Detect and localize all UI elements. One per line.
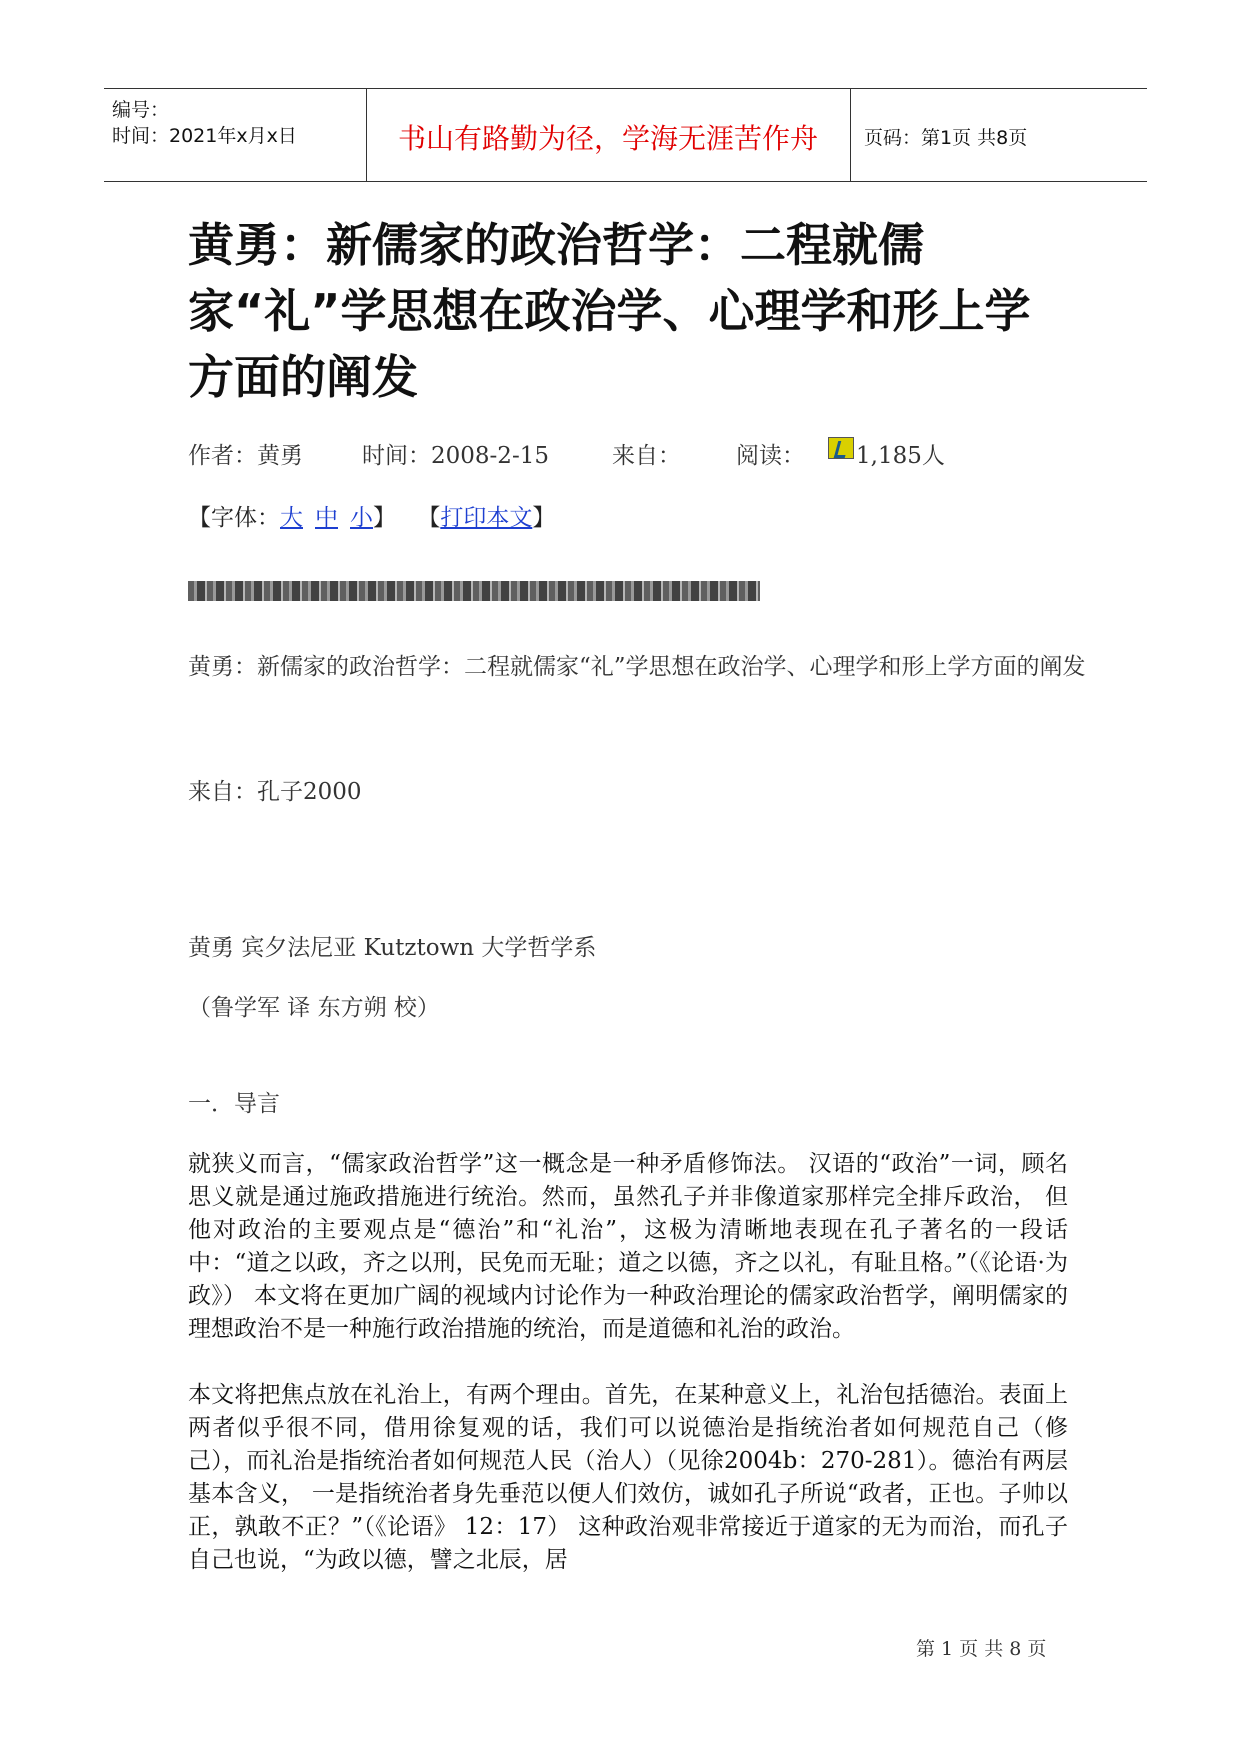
number-label: 编号： [112,99,170,121]
page-code: 页码：第1页 共8页 [864,127,1028,149]
print-open: 【 [417,505,441,531]
font-size-controls [188,499,555,532]
affiliation: 黄勇 宾夕法尼亚 Kutztown 大学哲学系 [188,935,597,961]
header-page-cell [850,89,1147,181]
motto: 书山有路勤为径，学海无涯苦作舟 [397,122,818,155]
document-header [104,88,1147,182]
font-large-link[interactable]: 大 [280,505,303,531]
reads-label: 阅读： [736,443,805,469]
article-title: 黄勇：新儒家的政治哲学：二程就儒家“礼”学思想在政治学、心理学和形上学方面的阐发 [188,218,1031,404]
header-info-cell [104,89,367,181]
header-motto-cell [366,89,851,181]
reads-count: 1,185人 [856,443,945,469]
section-heading: 一．导言 [188,1091,280,1117]
repeat-title: 黄勇：新儒家的政治哲学：二程就儒家“礼”学思想在政治学、心理学和形上学方面的阐发 [188,654,1086,680]
page-footer: 第 1 页 共 8 页 [916,1638,1047,1660]
banner-image [188,573,760,609]
author: 作者：黄勇 [188,443,303,469]
views-icon [828,437,854,459]
font-medium-link[interactable]: 中 [315,505,338,531]
font-close: 】 [373,505,396,531]
time-label: 时间：2021年x月x日 [112,125,297,147]
font-small-link[interactable]: 小 [350,505,373,531]
paragraph-1: 就狭义而言，“儒家政治哲学”这一概念是一种矛盾修饰法。 汉语的“政治”一词，顾名思义就是通过施政措施进行统治。然而，虽然孔子并非像道家那样完全排斥政治， 但他对政治的主要观点是“德治”和“礼治”，这极为清晰地表现在孔子著名的一段话中：“道之以政，齐之以刑，民免而无耻；道之以德，齐之以礼，有耻且格。”（《论语·为政》） 本文将在更加广阔的视域内讨论作为一种政治理论的儒家政治哲学，阐明儒家的理想政治不是一种施行政治措施的统治，而是道德和礼治的政治。 [188,1151,1068,1342]
publish-time: 时间：2008-2-15 [362,443,549,469]
source-label: 来自： [612,443,681,469]
translator-line: （鲁学军 译 东方朔 校） [188,995,440,1021]
print-link[interactable]: 打印本文 [440,505,533,531]
paragraph-2: 本文将把焦点放在礼治上，有两个理由。首先，在某种意义上，礼治包括德治。表面上两者似乎很不同，借用徐复观的话，我们可以说德治是指统治者如何规范自己（修己），而礼治是指统治者如何规范人民（治人）（见徐2004b：270-281）。德治有两层基本含义， 一是指统治者身先垂范以便人们效仿，诚如孔子所说“政者，正也。子帅以正，孰敢不正？”（《论语》 12：17） 这种政治观非常接近于道家的无为而治，而孔子自己也说，“为政以德，譬之北辰，居 [188,1382,1068,1573]
font-prefix: 【字体： [188,505,280,531]
print-close: 】 [532,505,556,531]
source-line: 来自：孔子2000 [188,779,362,805]
